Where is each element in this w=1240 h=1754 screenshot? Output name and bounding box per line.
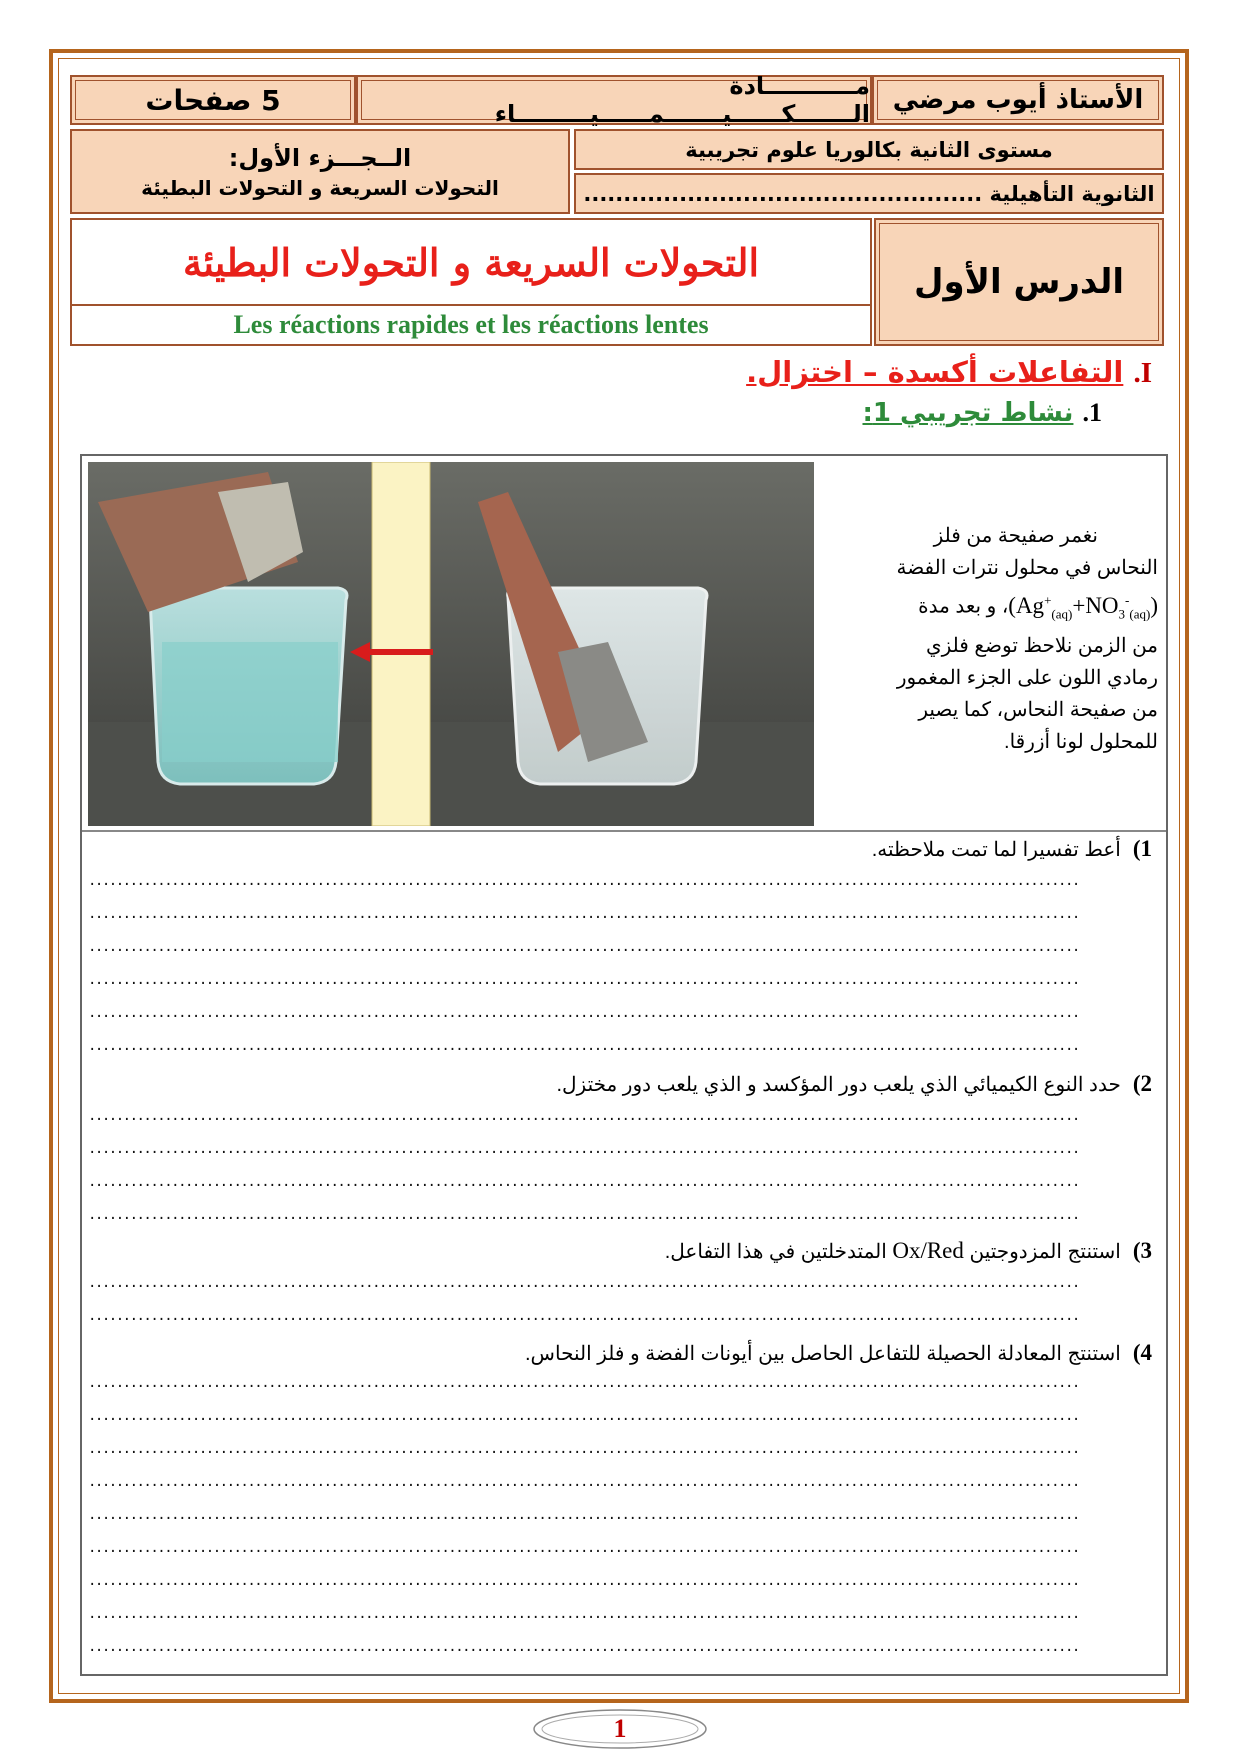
subject-name: مـــــــــــادة الـــــــكــــــيـــــــمــــــيـــــــــاء bbox=[494, 72, 870, 128]
part-cell bbox=[70, 129, 570, 214]
answer-line[interactable]: ............................................................................................................................................... bbox=[88, 1375, 1079, 1391]
answer-line[interactable]: ............................................................................................................................................... bbox=[88, 1540, 1079, 1556]
question-number: 1) bbox=[1132, 836, 1152, 861]
question-text: حدد النوع الكيميائي الذي يلعب دور المؤكسد و الذي يلعب دور مختزل. bbox=[556, 1074, 1121, 1096]
question-number: 4) bbox=[1132, 1340, 1152, 1365]
page-number-badge bbox=[531, 1708, 709, 1750]
answer-line[interactable]: ............................................................................................................................................... bbox=[88, 1005, 1079, 1021]
answer-line[interactable]: ............................................................................................................................................... bbox=[88, 1474, 1079, 1490]
activity-title: نشاط تجريبي 1: bbox=[862, 398, 1074, 428]
question-3 bbox=[665, 1238, 1152, 1264]
experiment-photo bbox=[88, 462, 814, 826]
answer-line[interactable]: ............................................................................................................................................... bbox=[88, 1108, 1079, 1124]
answer-line[interactable]: ............................................................................................................................................... bbox=[88, 1308, 1079, 1324]
question-1 bbox=[872, 836, 1152, 862]
lesson-label: الدرس الأول bbox=[914, 262, 1124, 302]
answer-line[interactable]: ............................................................................................................................................... bbox=[88, 1141, 1079, 1157]
school-cell bbox=[574, 173, 1164, 214]
teacher-name: الأستاذ أيوب مرضي bbox=[892, 85, 1144, 115]
question-text: استنتج المعادلة الحصيلة للتفاعل الحاصل بين أيونات الفضة و فلز النحاس. bbox=[525, 1343, 1121, 1365]
answer-line[interactable]: ............................................................................................................................................... bbox=[88, 1174, 1079, 1190]
pages-cell bbox=[70, 75, 356, 125]
question-text-after: المتدخلتين في هذا التفاعل. bbox=[664, 1241, 887, 1263]
experiment-description bbox=[818, 520, 1158, 758]
page-number: 1 bbox=[613, 1714, 627, 1743]
desc-line-5: رمادي اللون على الجزء المغمور bbox=[896, 667, 1158, 690]
desc-line-6: من صفيحة النحاس، كما يصير bbox=[918, 699, 1158, 722]
part-subtitle: التحولات السريعة و التحولات البطيئة bbox=[141, 175, 499, 200]
section-heading bbox=[746, 355, 1152, 390]
desc-line-4: من الزمن نلاحظ توضع فلزي bbox=[925, 635, 1158, 658]
ox-red-label: Ox/Red bbox=[892, 1238, 964, 1263]
photo-divider bbox=[82, 830, 1166, 832]
section-title: التفاعلات أكسدة – اختزال. bbox=[746, 355, 1124, 389]
school-text: الثانوية التأهيلية .................................................. bbox=[583, 181, 1155, 206]
question-2 bbox=[556, 1071, 1152, 1097]
answer-line[interactable]: ............................................................................................................................................... bbox=[88, 1408, 1079, 1424]
answer-line[interactable]: ............................................................................................................................................... bbox=[88, 1507, 1079, 1523]
question-text: أعط تفسيرا لما تمت ملاحظته. bbox=[871, 839, 1121, 861]
teacher-cell bbox=[872, 75, 1164, 125]
activity-heading bbox=[862, 398, 1102, 428]
answer-line[interactable]: ............................................................................................................................................... bbox=[88, 1275, 1079, 1291]
lesson-title-fr-cell bbox=[72, 306, 870, 344]
lesson-title-ar-cell bbox=[72, 220, 870, 306]
answer-line[interactable]: ............................................................................................................................................... bbox=[88, 972, 1079, 988]
silver-nitrate-formula: $(Ag^+_{(aq)}+NO_3^-_{(aq)})$ bbox=[1008, 592, 1158, 622]
question-number: 2) bbox=[1132, 1071, 1152, 1096]
desc-line-1: نغمر صفيحة من فلز bbox=[933, 525, 1098, 547]
subject-cell bbox=[356, 72, 872, 128]
page-count: 5 صفحات bbox=[145, 83, 281, 117]
beakers-illustration bbox=[88, 462, 814, 826]
section-number: I. bbox=[1133, 357, 1152, 389]
answer-line[interactable]: ............................................................................................................................................... bbox=[88, 1639, 1079, 1655]
answer-line[interactable]: ............................................................................................................................................... bbox=[88, 1441, 1079, 1457]
answer-line[interactable]: ............................................................................................................................................... bbox=[88, 1573, 1079, 1589]
answer-line[interactable]: ............................................................................................................................................... bbox=[88, 906, 1079, 922]
lesson-title-ar: التحولات السريعة و التحولات البطيئة bbox=[182, 239, 760, 285]
lesson-title-fr: Les réactions rapides et les réactions lentes bbox=[233, 310, 709, 339]
question-text-before: استنتج المزدوجتين bbox=[969, 1241, 1121, 1263]
answer-line[interactable]: ............................................................................................................................................... bbox=[88, 1207, 1079, 1223]
activity-number: 1. bbox=[1082, 398, 1102, 427]
desc-line-3-text: ، و بعد مدة bbox=[918, 595, 1009, 618]
lesson-cell bbox=[874, 218, 1164, 346]
desc-line-3 bbox=[818, 584, 1158, 630]
question-number: 3) bbox=[1132, 1238, 1152, 1263]
answer-line[interactable]: ............................................................................................................................................... bbox=[88, 873, 1079, 889]
answer-line[interactable]: ............................................................................................................................................... bbox=[88, 939, 1079, 955]
answer-line[interactable]: ............................................................................................................................................... bbox=[88, 1038, 1079, 1054]
question-4 bbox=[525, 1340, 1152, 1366]
desc-line-2: النحاس في محلول نترات الفضة bbox=[896, 557, 1158, 579]
desc-line-7: للمحلول لونا أزرقا. bbox=[1004, 731, 1158, 754]
level-cell bbox=[574, 129, 1164, 170]
part-title: الــجـــزء الأول: bbox=[228, 143, 412, 172]
level-text: مستوى الثانية بكالوريا علوم تجريبية bbox=[685, 137, 1053, 162]
lesson-title-box bbox=[70, 218, 872, 346]
answer-line[interactable]: ............................................................................................................................................... bbox=[88, 1606, 1079, 1622]
